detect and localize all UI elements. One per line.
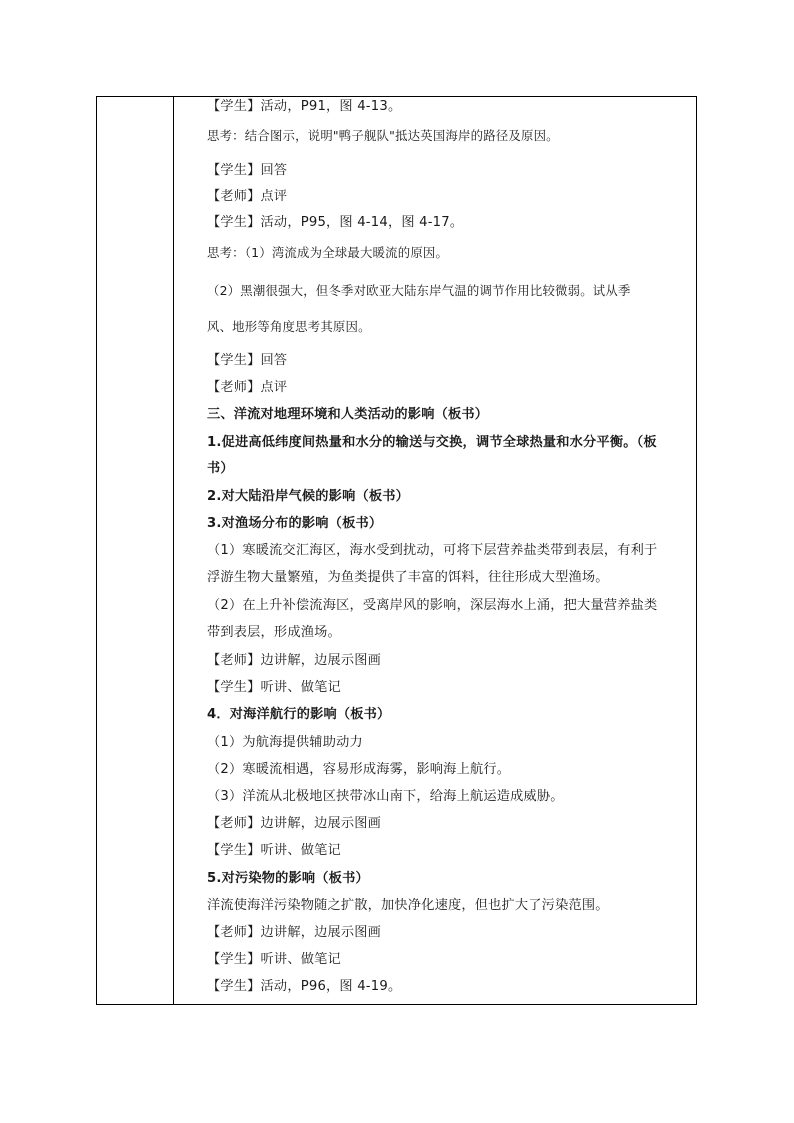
text-line: （2）在上升补偿流海区，受离岸风的影响，深层海水上涌，把大量营养盐类 (207, 598, 658, 613)
text-line: （2）寒暖流相遇，容易形成海雾，影响海上航行。 (207, 762, 511, 777)
text-line: 书） (207, 461, 234, 476)
text-line: 【学生】活动，P96，图 4-19。 (207, 979, 402, 994)
text-line: 【老师】边讲解，边展示图画 (207, 653, 382, 668)
text-line: 1.促进高低纬度间热量和水分的输送与交换，调节全球热量和水分平衡。（板 (207, 435, 657, 450)
text-line: 洋流使海洋污染物随之扩散，加快净化速度，但也扩大了污染范围。 (207, 898, 609, 913)
text-line: 【老师】点评 (207, 189, 288, 204)
text-line: 浮游生物大量繁殖，为鱼类提供了丰富的饵料，往往形成大型渔场。 (207, 570, 609, 585)
text-line: 思考：结合图示，说明"鸭子舰队"抵达英国海岸的路径及原因。 (207, 128, 559, 143)
section-heading: 三、洋流对地理环境和人类活动的影响（板书） (207, 407, 489, 422)
column-divider (173, 97, 174, 1004)
text-line: （1）寒暖流交汇海区，海水受到扰动，可将下层营养盐类带到表层，有利于 (207, 543, 658, 558)
text-line: （3）洋流从北极地区挟带冰山南下，给海上航运造成威胁。 (207, 789, 564, 804)
text-line: 【学生】回答 (207, 163, 288, 178)
subheading: 4．对海洋航行的影响（板书） (207, 707, 391, 722)
text-line: 【老师】边讲解，边展示图画 (207, 816, 382, 831)
subheading: 5.对污染物的影响（板书） (207, 871, 369, 886)
text-line: 【老师】边讲解，边展示图画 (207, 925, 382, 940)
text-line: 【学生】听讲、做笔记 (207, 680, 341, 695)
text-line: 带到表层，形成渔场。 (207, 625, 341, 640)
text-line: 思考：（1）湾流成为全球最大暖流的原因。 (207, 245, 449, 260)
text-line: 【老师】点评 (207, 380, 288, 395)
text-line: （1）为航海提供辅助动力 (207, 735, 363, 750)
text-line: （2）黑潮很强大，但冬季对欧亚大陆东岸气温的调节作用比较微弱。试从季 (207, 283, 631, 298)
subheading: 2.对大陆沿岸气候的影响（板书） (207, 489, 410, 504)
text-line: 【学生】听讲、做笔记 (207, 843, 341, 858)
text-line: 【学生】活动，P95，图 4-14，图 4-17。 (207, 215, 464, 230)
text-line: 风、地形等角度思考其原因。 (207, 319, 371, 334)
text-line: 【学生】回答 (207, 353, 288, 368)
text-line: 【学生】活动，P91，图 4-13。 (207, 99, 402, 114)
lesson-table (96, 96, 697, 1005)
subheading: 3.对渔场分布的影响（板书） (207, 516, 383, 531)
text-line: 【学生】听讲、做笔记 (207, 952, 341, 967)
